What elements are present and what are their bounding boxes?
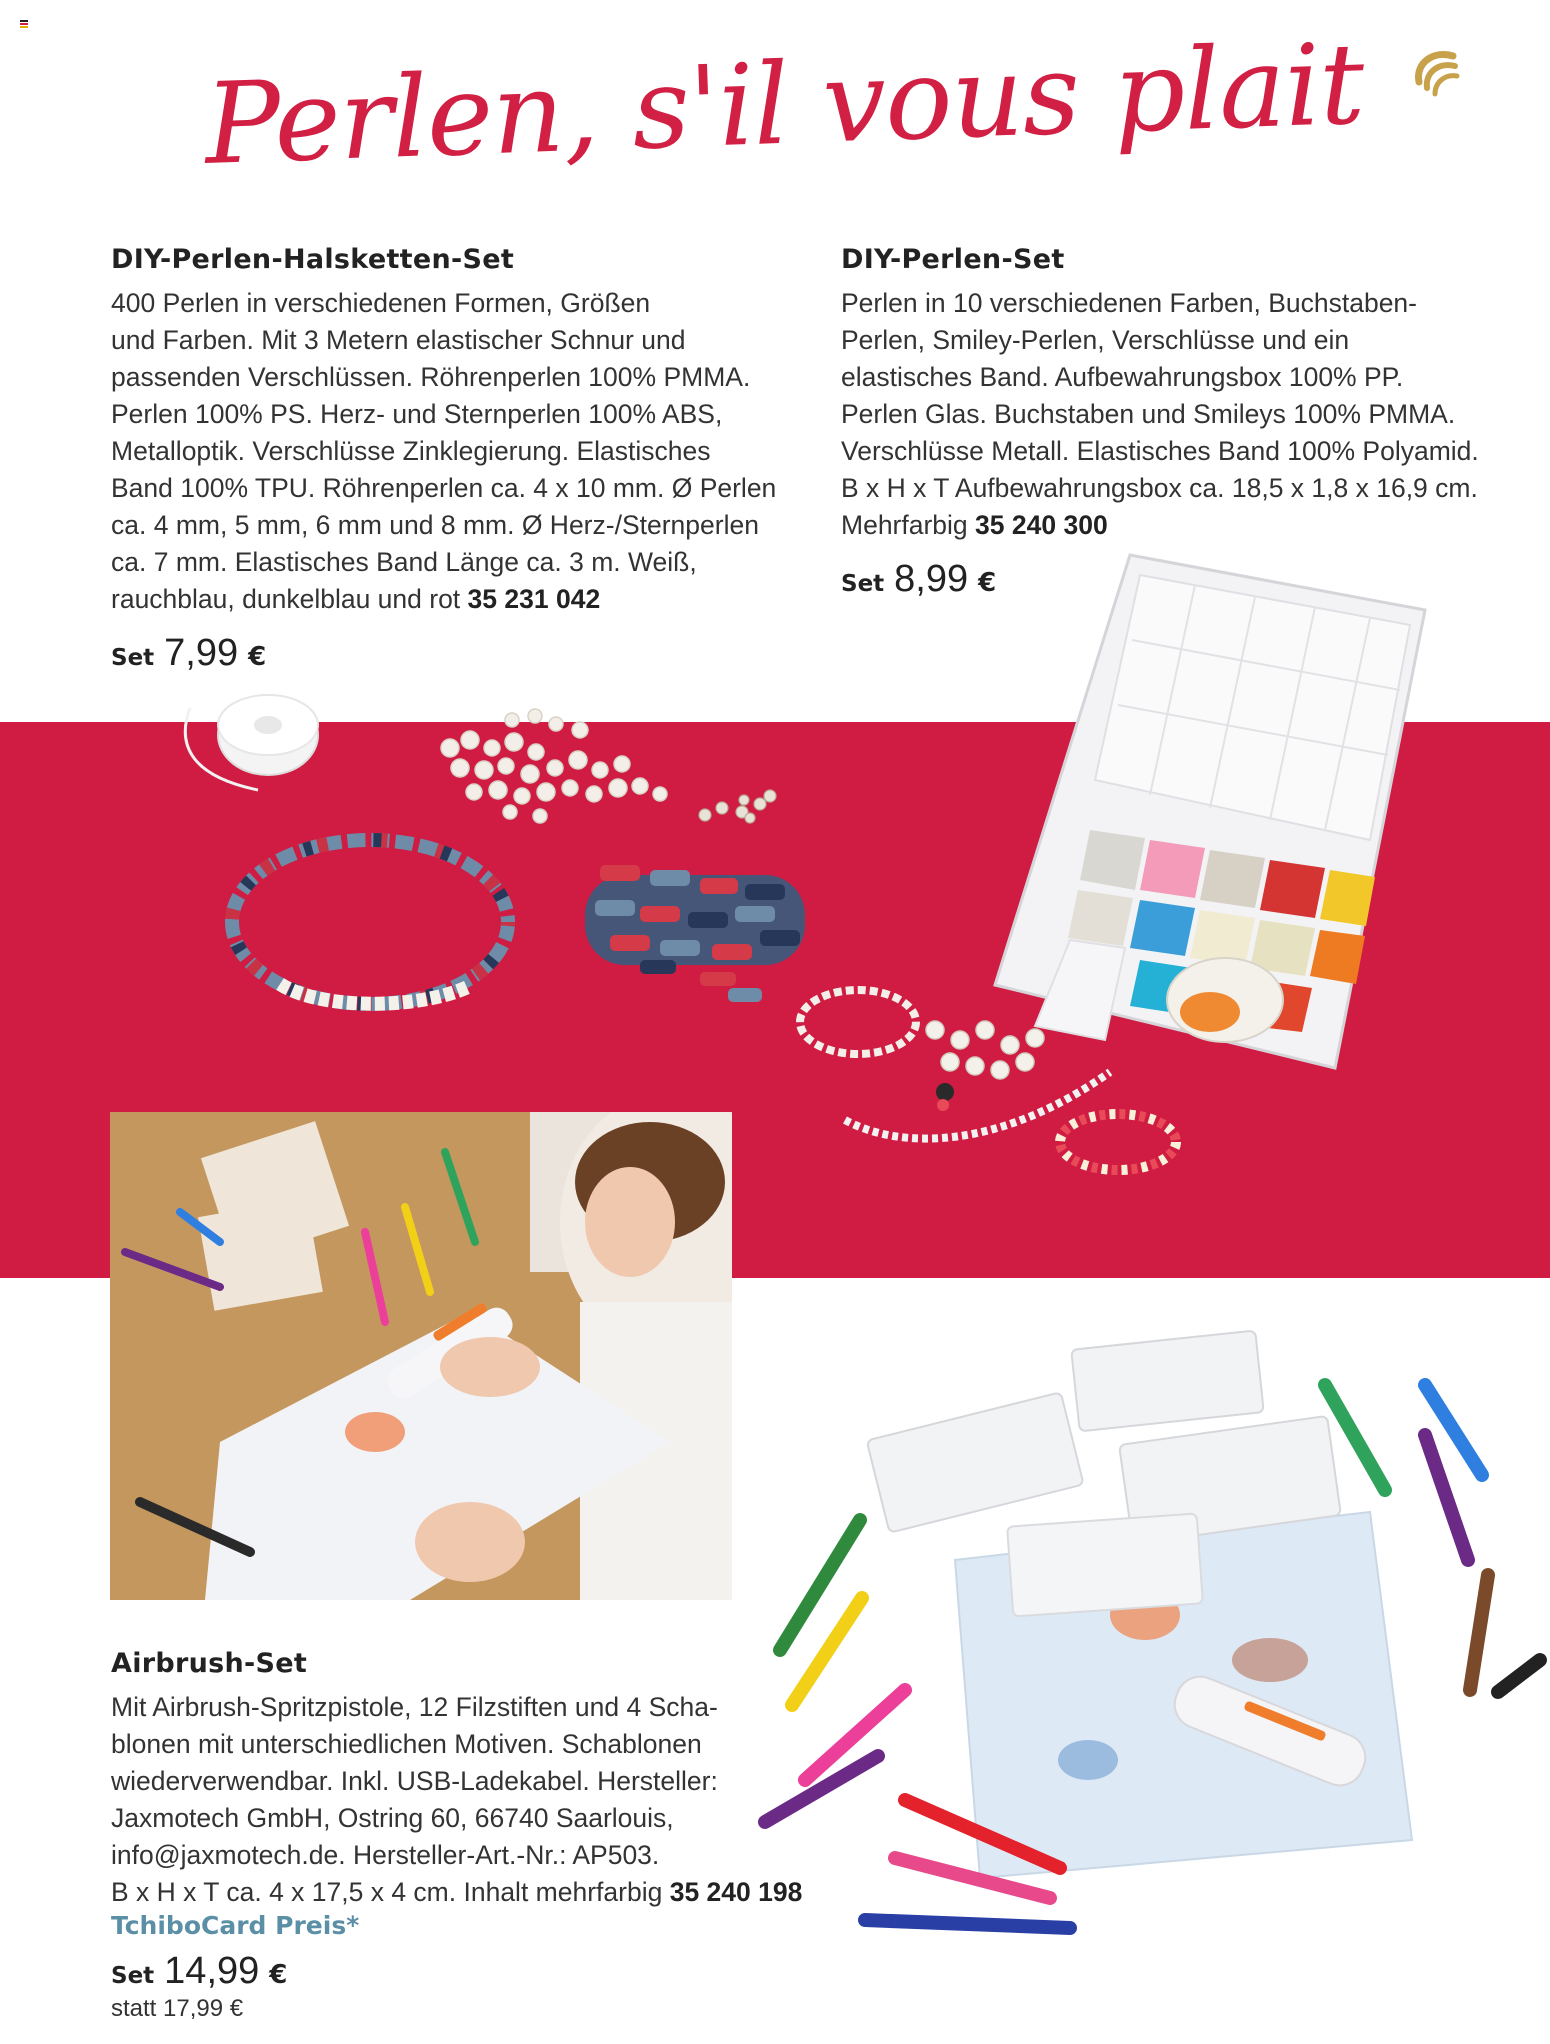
headline-title: Perlen, s'il vous plait: [202, 19, 1366, 190]
elastic-cord-spool: [185, 695, 318, 790]
bracelets: [800, 990, 1176, 1170]
airbrush-product-shot: [765, 1331, 1540, 1928]
article-number: 35 240 198: [669, 1877, 803, 1907]
description-line: info@jaxmotech.de. Hersteller-Art.-Nr.: AP503.: [111, 1840, 660, 1870]
price-currency: €: [248, 642, 267, 672]
white-pearls-pile: [441, 709, 667, 823]
description-line: Metalloptik. Verschlüsse Zinklegierung. Elastisches: [111, 436, 711, 466]
description-line: B x H x T Aufbewahrungsbox ca. 18,5 x 1,8 x 16,9 cm.: [841, 473, 1478, 503]
product-title: DIY-Perlen-Halsketten-Set: [111, 244, 515, 275]
description-line: rauchblau, dunkelblau und rot: [111, 584, 461, 614]
beaded-necklace: [232, 840, 508, 1004]
price-line: [111, 632, 811, 675]
description-line: ca. 7 mm. Elastisches Band Länge ca. 3 m. Weiß,: [111, 547, 697, 577]
price-unit: Set: [841, 571, 885, 597]
description-line: Band 100% TPU. Röhrenperlen ca. 4 x 10 mm. Ø Perlen: [111, 473, 777, 503]
price-value: 14,99: [164, 1950, 260, 1992]
description-line: Perlen, Smiley-Perlen, Verschlüsse und ein: [841, 325, 1350, 355]
description-line: B x H x T ca. 4 x 17,5 x 4 cm. Inhalt mehrfarbig: [111, 1877, 663, 1907]
price-unit: Set: [111, 645, 155, 671]
article-number: 35 231 042: [467, 584, 601, 614]
description-line: Perlen 100% PS. Herz- und Sternperlen 100% ABS,: [111, 399, 723, 429]
lifestyle-photo-illustration: [110, 1112, 732, 1600]
price-currency: €: [269, 1960, 288, 1990]
description-line: Jaxmotech GmbH, Ostring 60, 66740 Saarlouis,: [111, 1803, 674, 1833]
old-price: statt 17,99 €: [111, 1995, 244, 2022]
price-unit: Set: [111, 1963, 155, 1989]
product-title: Airbrush-Set: [111, 1648, 308, 1679]
bead-storage-box: [995, 555, 1425, 1068]
description-line: und Farben. Mit 3 Metern elastischer Schnur und: [111, 325, 686, 355]
price-line: [841, 558, 1541, 601]
product-description: [841, 285, 1541, 544]
product-airbrush-set: [111, 1648, 851, 2023]
product-necklace-set: [111, 244, 811, 675]
small-beads-pile: [699, 790, 776, 823]
description-line: wiederverwendbar. Inkl. USB-Ladekabel. Hersteller:: [111, 1766, 718, 1796]
description-line: 400 Perlen in verschiedenen Formen, Größen: [111, 288, 651, 318]
description-line: Perlen in 10 verschiedenen Farben, Buchstaben-: [841, 288, 1417, 318]
product-description: [111, 285, 811, 618]
description-line: passenden Verschlüssen. Röhrenperlen 100% PMMA.: [111, 362, 751, 392]
tchibocard-price-label: TchiboCard Preis*: [111, 1911, 360, 1940]
description-line: Verschlüsse Metall. Elastisches Band 100% Polyamid.: [841, 436, 1479, 466]
description-line: Perlen Glas. Buchstaben und Smileys 100% PMMA.: [841, 399, 1456, 429]
lifestyle-photo: [110, 1112, 732, 1600]
product-bead-set: [841, 244, 1541, 601]
price-currency: €: [978, 568, 997, 598]
price-line: [111, 1950, 851, 1993]
description-line: ca. 4 mm, 5 mm, 6 mm und 8 mm. Ø Herz-/Sternperlen: [111, 510, 759, 540]
price-value: 8,99: [894, 558, 969, 600]
tube-beads-pile: [585, 865, 805, 1002]
description-line: blonen mit unterschiedlichen Motiven. Schablonen: [111, 1729, 702, 1759]
product-title: DIY-Perlen-Set: [841, 244, 1065, 275]
article-number: 35 240 300: [975, 510, 1108, 540]
price-value: 7,99: [164, 632, 239, 674]
description-line: Mit Airbrush-Spritzpistole, 12 Filzstiften und 4 Scha-: [111, 1692, 718, 1722]
product-description: [111, 1689, 851, 1911]
description-line: Mehrfarbig: [841, 510, 968, 540]
description-line: elastisches Band. Aufbewahrungsbox 100% PP.: [841, 362, 1404, 392]
